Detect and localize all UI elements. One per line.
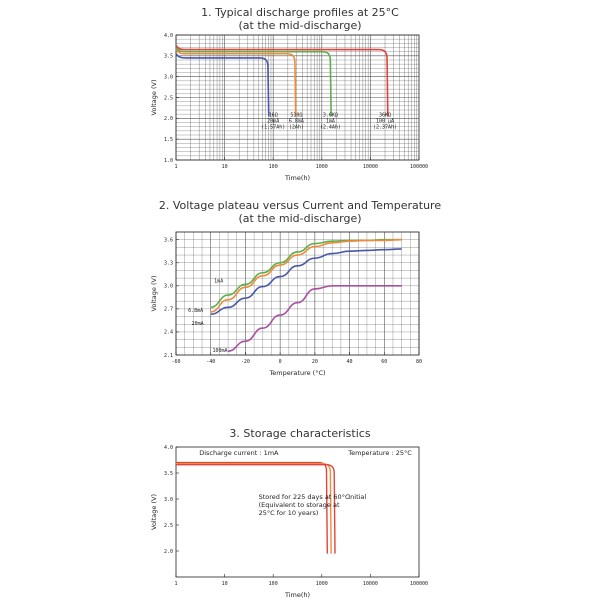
y-tick-label: 3.5 bbox=[163, 53, 173, 60]
chart2-series-label: 6.8mA bbox=[188, 307, 204, 314]
chart1-annotation-line: (2.4Ah) bbox=[319, 124, 341, 131]
y-tick-label: 2.4 bbox=[163, 329, 173, 336]
x-tick-label: -60 bbox=[171, 359, 181, 365]
x-tick-label: 60 bbox=[381, 359, 388, 365]
y-tick-label: 3.0 bbox=[163, 496, 173, 503]
x-tick-label: 0 bbox=[278, 359, 282, 365]
x-tick-label: 1000 bbox=[315, 581, 328, 587]
chart1-annotation-line: 16Ω bbox=[268, 112, 278, 119]
x-tick-label: 80 bbox=[415, 359, 423, 365]
y-tick-label: 2.5 bbox=[163, 522, 173, 529]
y-tick-label: 1.0 bbox=[163, 157, 173, 164]
chart1-annotation-line: 510Ω bbox=[290, 112, 303, 119]
chart3-annotation-line: (Equivalent to storage at bbox=[258, 501, 340, 509]
x-tick-label: -20 bbox=[240, 359, 250, 365]
chart1-annotation-1 bbox=[261, 112, 285, 130]
chart1-annotation-line: (1.57Ah) bbox=[261, 124, 286, 131]
y-tick-label: 4.0 bbox=[163, 32, 173, 39]
chart2-x-axis-label: Temperature (°C) bbox=[269, 369, 326, 377]
chart2-series-label: 100mA bbox=[212, 347, 228, 354]
x-tick-label: 10000 bbox=[362, 581, 378, 587]
x-tick-label: 1 bbox=[174, 164, 178, 170]
x-tick-label: 100 bbox=[268, 164, 278, 170]
y-tick-label: 2.1 bbox=[163, 352, 173, 359]
x-tick-label: 1000 bbox=[315, 164, 328, 170]
y-tick-label: 3.0 bbox=[163, 74, 173, 81]
chart3-annotation-3 bbox=[259, 493, 350, 517]
chart3-annotation-2 bbox=[347, 449, 412, 457]
chart1-title-line1: 1. Typical discharge profiles at 25°C bbox=[201, 6, 399, 19]
chart3-annotation-line: 25°C for 10 years) bbox=[258, 509, 319, 517]
x-tick-label: 10 bbox=[221, 581, 228, 587]
y-tick-label: 2.5 bbox=[163, 95, 173, 102]
chart1-annotation-line: 1mA bbox=[325, 118, 335, 125]
x-tick-label: 20 bbox=[311, 359, 318, 365]
x-tick-label: 10 bbox=[221, 164, 228, 170]
y-tick-label: 3.3 bbox=[163, 260, 173, 267]
chart1-x-axis-label: Time(h) bbox=[284, 174, 311, 182]
chart1-annotation-line: 100 μA bbox=[375, 118, 395, 125]
x-tick-label: 100 bbox=[268, 581, 278, 587]
chart1-title-line2: (at the mid-discharge) bbox=[238, 19, 362, 32]
y-tick-label: 2.0 bbox=[163, 548, 173, 555]
x-tick-label: 100000 bbox=[409, 581, 429, 587]
y-tick-label: 3.0 bbox=[163, 283, 173, 290]
chart3-title-line1: 3. Storage characteristics bbox=[229, 427, 371, 440]
chart2-y-axis-label: Voltage (V) bbox=[150, 275, 158, 312]
chart1 bbox=[150, 33, 428, 182]
chart1-series-2-line bbox=[176, 50, 296, 117]
chart1-y-axis-label: Voltage (V) bbox=[150, 79, 158, 116]
x-tick-label: -40 bbox=[206, 359, 216, 365]
chart3-annotation-1 bbox=[199, 449, 279, 457]
chart2-series-label: 20mA bbox=[191, 321, 204, 328]
chart2-title-line1: 2. Voltage plateau versus Current and Temperature bbox=[158, 199, 442, 212]
x-tick-label: 40 bbox=[346, 359, 353, 365]
chart2-series-label: 1mA bbox=[214, 278, 224, 285]
chart3-annotation-line: Temperature : 25°C bbox=[348, 448, 412, 457]
chart1-annotation-line: 3.6KΩ bbox=[322, 112, 338, 119]
chart3-annotation-4 bbox=[348, 493, 366, 501]
y-tick-label: 2.0 bbox=[163, 116, 173, 123]
chart1-annotation-3 bbox=[320, 112, 341, 130]
y-tick-label: 1.5 bbox=[163, 136, 173, 143]
chart1-annotation-line: 36KΩ bbox=[379, 112, 392, 119]
y-tick-label: 2.7 bbox=[163, 306, 173, 313]
chart3-annotation-line: Stored for 225 days at 60°C bbox=[258, 493, 350, 501]
y-tick-label: 3.5 bbox=[163, 470, 173, 477]
y-tick-label: 4.0 bbox=[163, 444, 173, 451]
y-tick-label: 3.6 bbox=[163, 237, 173, 244]
chart3-y-axis-label: Voltage (V) bbox=[150, 494, 158, 530]
x-tick-label: 1 bbox=[174, 581, 178, 587]
chart3-annotation-line: Initial bbox=[348, 493, 367, 501]
chart2 bbox=[150, 232, 422, 377]
chart1-annotation-line: (2.37Ah) bbox=[372, 124, 398, 131]
x-tick-label: 10000 bbox=[362, 164, 378, 170]
chart1-annotation-2 bbox=[289, 112, 304, 130]
chart1-annotation-line: (2Ah) bbox=[288, 124, 304, 131]
chart3 bbox=[150, 445, 428, 599]
chart2-title-line2: (at the mid-discharge) bbox=[238, 212, 362, 225]
chart3-x-axis-label: Time(h) bbox=[284, 591, 311, 599]
chart1-annotation-line: 6.8mA bbox=[288, 118, 304, 125]
chart3-annotation-line: Discharge current : 1mA bbox=[199, 448, 279, 457]
chart1-annotation-line: 20mA bbox=[267, 118, 280, 125]
x-tick-label: 100000 bbox=[409, 164, 429, 170]
